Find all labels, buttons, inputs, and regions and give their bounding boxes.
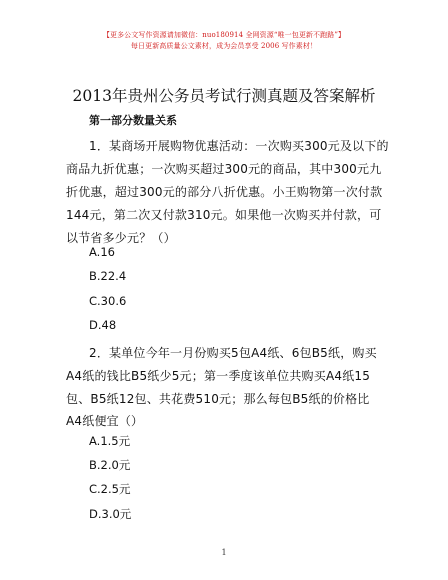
promo-banner-line-2: 每日更新高质量公文素材，成为会员享受 2006 写作素材！ [130, 42, 318, 50]
question-2-line-2: A4纸的钱比B5纸少5元；第一季度该单位共购买A4纸15 [66, 369, 371, 383]
page-number: 1 [221, 548, 227, 557]
question-1-line-5: 以节省多少元？（） [66, 231, 176, 245]
promo-banner-line-1: 【更多公文写作资源请加微信：nuo180914 全网资源“唯一包更新不跑路”】 [102, 31, 346, 39]
question-1-line-4: 144元，第二次又付款310元。如果他一次购买并付款，可 [66, 208, 382, 222]
question-1-option-a: A.16 [89, 245, 115, 259]
question-1-option-c: C.30.6 [89, 294, 127, 308]
question-2-line-3: 包、B5纸12包、共花费510元；那么每包B5纸的价格比 [66, 392, 370, 406]
question-2-line-1: 2．某单位今年一月份购买5包A4纸、6包B5纸，购买 [89, 346, 377, 360]
question-2-option-a: A.1.5元 [89, 434, 131, 448]
question-1-line-1: 1．某商场开展购物优惠活动：一次购买300元及以下的 [89, 139, 389, 153]
question-1-line-3: 折优惠，超过300元的部分八折优惠。小王购物第一次付款 [66, 185, 383, 199]
document-title: 2013年贵州公务员考试行测真题及答案解析 [72, 87, 376, 105]
question-2-option-d: D.3.0元 [89, 507, 132, 521]
question-2-option-b: B.2.0元 [89, 458, 131, 472]
question-2-option-c: C.2.5元 [89, 482, 131, 496]
question-1-option-b: B.22.4 [89, 269, 127, 283]
question-1-option-d: D.48 [89, 318, 117, 332]
section-heading: 第一部分数量关系 [89, 114, 177, 127]
question-1-line-2: 商品九折优惠；一次购买超过300元的商品，其中300元九 [66, 162, 382, 176]
question-2-line-4: A4纸便宜（） [66, 414, 144, 428]
